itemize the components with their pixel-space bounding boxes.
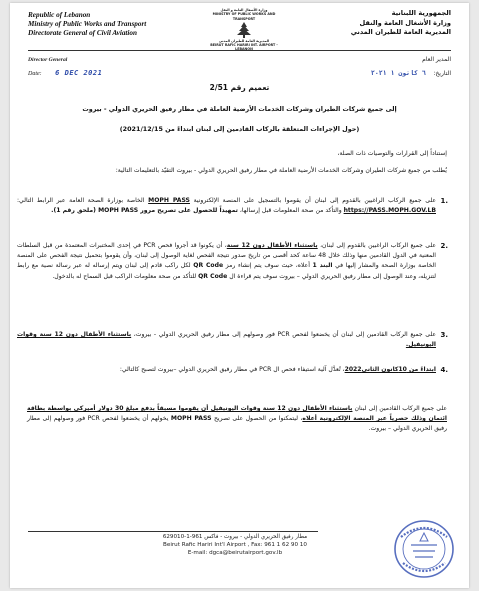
header-divider [28, 50, 451, 51]
item-text: ، تُعدَّل آلية استيفاء فحص ال PCR في مطار رفيق الحريري الدولي –بيروت لتصبح كالتالي: [119, 366, 345, 373]
cedar-emblem-icon [233, 21, 255, 39]
center-bottom-line: المديرية العامة للطيران المدني [218, 38, 270, 43]
final-text: MOPH PASS [170, 415, 212, 423]
intro-reference: إستناداً إلى القرارات والتوصيات ذات الصلة، [337, 150, 447, 157]
date-en [28, 69, 102, 77]
final-text: على جميع الركاب القادمين إلى لبنان [352, 405, 447, 412]
document-page [10, 3, 469, 588]
final-text: ، ليتمكنوا من الحصول على تصريح [211, 415, 303, 423]
footer [140, 533, 330, 557]
header-en-line: Republic of Lebanon [28, 11, 91, 19]
director-general-label-ar: المدير العام [422, 56, 451, 63]
intro-request: يُطلب من جميع شركات الطيران وشركات الخدمات الأرضية العاملة في مطار رفيق الحريري الدولي - بيروت التقيّد بالتعليمات التالية: [115, 167, 447, 174]
header-en-line: Ministry of Public Works and Transport [28, 20, 147, 28]
item-text: لكل راكب قادم إلى لبنان ويتم إرساله له عبر رسالة نصية مع رابط لتنزيله، وعند الوصول إلى مطار رفيق الحريري الدولي – بيروت سوف يتم قراءة ال [17, 262, 436, 280]
item-text: QR Code [198, 272, 228, 280]
item-text: الخاصة بوزارة الصحة العامة عبر الرابط التالي: [17, 197, 149, 204]
list-item [17, 196, 447, 216]
header-ar-line: الجمهورية اللبنانية [391, 9, 451, 17]
item-number: 4. [440, 366, 448, 374]
header-en-line: Directorate General of Civil Aviation [28, 29, 137, 37]
header-ar-line: وزارة الأشغال العامة والنقل [359, 18, 451, 27]
date-stamp-ar: ٦ كانون ١ ٢٠٢١ [370, 69, 426, 77]
item-text: ، أن يكونوا قد أجروا فحص PCR في إحدى المختبرات المعتمدة من قبل السلطات المعنية في الدول القادمين منها وذلك خلال 48 ساعة كحد أقصى من تاريخ صدور نتيجة الفحص لغاية الوصول إلى لبنان، وأن يقوموا بتحميل نتيجة الفحص على المنصة الخاصة بوزارة الصحة والمشار إليها في [17, 242, 436, 270]
header-center-logo [202, 8, 286, 52]
final-text: باستثناء الأطفال دون 12 سنة وقوات اليونيفيل أن يقوموا مسبقاً بدفع مبلغ 30 دولار أميركي بواسطة بطاقة ائتمان وذلك حصرياً عبر المنصة الإلكترونية أعلاه [27, 405, 447, 423]
header-arabic [311, 9, 451, 38]
item-number: 2. [440, 242, 448, 250]
date-label-ar: التاريخ: [433, 70, 451, 77]
footer-email: E-mail: dgca@beirutairport.gov.lb [187, 550, 283, 556]
item-text: تمهيداً للحصول على تصريح مرور MOPH PASS (ملحق رقم 1). [51, 207, 238, 215]
header-ar-line: المديرية العامة للطيران المدني [350, 28, 451, 36]
item-text: على جميع الركاب الراغبين بالقدوم إلى لبنان، [317, 242, 436, 249]
center-top-line: وزارة الأشغال العامة و النقل [220, 8, 268, 12]
date-ar [371, 69, 451, 77]
date-stamp: 6 DEC 2021 [55, 69, 103, 77]
list-item [17, 241, 447, 282]
footer-line: Beirut Rafic Hariri Int'l Airport , Fax: 961 1 62 90 10 [163, 542, 307, 548]
item-text: أعلاه، حيث سوف يتم إنشاء رمز [223, 262, 313, 270]
item-text: باستثناء الأطفال دون 12 سنة وقوات اليونيفيل. [17, 331, 436, 349]
director-general-label: Director General [28, 57, 68, 63]
header-english [28, 11, 198, 38]
item-text: QR Code [193, 262, 224, 270]
date-label: Date: [28, 71, 42, 77]
item-text: على جميع الركاب القادمين إلى لبنان أن يخضعوا لفحص PCR فور وصولهم إلى مطار رفيق الحريري الدولي - بيروت، [131, 331, 436, 338]
list-item [17, 365, 447, 375]
item-text: البند 1 [312, 262, 333, 270]
footer-divider [28, 531, 318, 532]
addressee: إلى جميع شركات الطيران وشركات الخدمات الأرضية العاملة في مطار رفيق الحريري الدولي - بيروت [82, 105, 397, 113]
center-bottom-line: BEIRUT RAFIC HARIRI INT. AIRPORT - LEBANON [210, 43, 278, 52]
item-text: على جميع الركاب الراغبين بالقدوم إلى لبنان أن يقوموا بالتسجيل على المنصة الإلكترونية [189, 197, 436, 204]
item-text: باستثناء الأطفال دون 12 سنة [226, 242, 318, 249]
item-number: 1. [440, 197, 448, 205]
item-text: للتأكد من صحة معلومات الراكب قبل السماح له بالدخول. [52, 272, 199, 280]
item-text: MOPH PASS [148, 197, 190, 204]
list-item [17, 330, 447, 350]
circular-title: تعميم رقم 2/51 [209, 83, 270, 92]
item-text: ابتداءً من 10كانون الثاني2022 [344, 366, 436, 373]
center-top-line: MINISTRY OF PUBLIC WORKS AND TRANSPORT [212, 12, 276, 21]
item-number: 3. [440, 331, 448, 339]
final-text: يخولهم أن يخضعوا لفحص PCR فور وصولهم إلى مطار رفيق الحريري الدولي – بيروت. [27, 415, 447, 433]
item-text: والتأكد من صحة المعلومات قبل إرسالها، [237, 207, 344, 215]
official-seal-icon [391, 515, 457, 581]
item-link[interactable]: https://PASS.MOPH.GOV.LB [343, 207, 436, 215]
final-paragraph [27, 404, 447, 435]
footer-line-ar: مطار رفيق الحريري الدولي - بيروت - فاكس 961-1-629010 [162, 534, 308, 540]
subject: (حول الإجراءات المتعلقة بالركاب القادمين إلى لبنان ابتداءً من 2021/12/15) [119, 125, 360, 133]
